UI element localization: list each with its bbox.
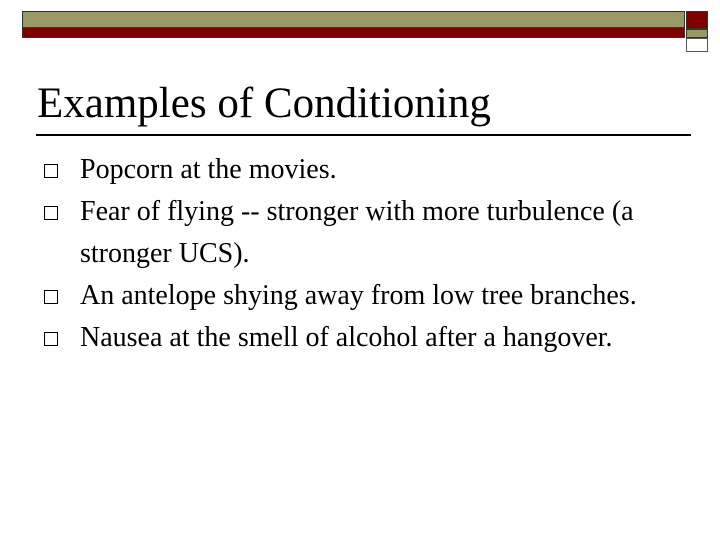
title-underline-rule <box>36 134 691 136</box>
bullet-item <box>44 317 684 359</box>
bullet-text: An antelope shying away from low tree branches. <box>80 280 637 311</box>
corner-square-maroon <box>686 11 708 29</box>
slide-title: Examples of Conditioning <box>37 80 491 127</box>
decorative-header-stripe <box>23 27 684 37</box>
bullet-item <box>44 191 684 275</box>
hollow-square-bullet-icon <box>44 164 58 178</box>
hollow-square-bullet-icon <box>44 290 58 304</box>
bullet-text: Fear of flying -- stronger with more turbulence (a stronger UCS). <box>80 196 634 269</box>
corner-square-white <box>686 38 708 52</box>
decorative-corner-squares <box>686 11 708 41</box>
bullet-text: Nausea at the smell of alcohol after a hangover. <box>80 322 613 353</box>
decorative-header-band <box>22 11 685 38</box>
hollow-square-bullet-icon <box>44 332 58 346</box>
hollow-square-bullet-icon <box>44 206 58 220</box>
bullet-item <box>44 275 684 317</box>
bullet-item <box>44 149 684 191</box>
bullet-list <box>44 149 684 359</box>
corner-square-olive <box>686 29 708 38</box>
bullet-text: Popcorn at the movies. <box>80 154 337 185</box>
